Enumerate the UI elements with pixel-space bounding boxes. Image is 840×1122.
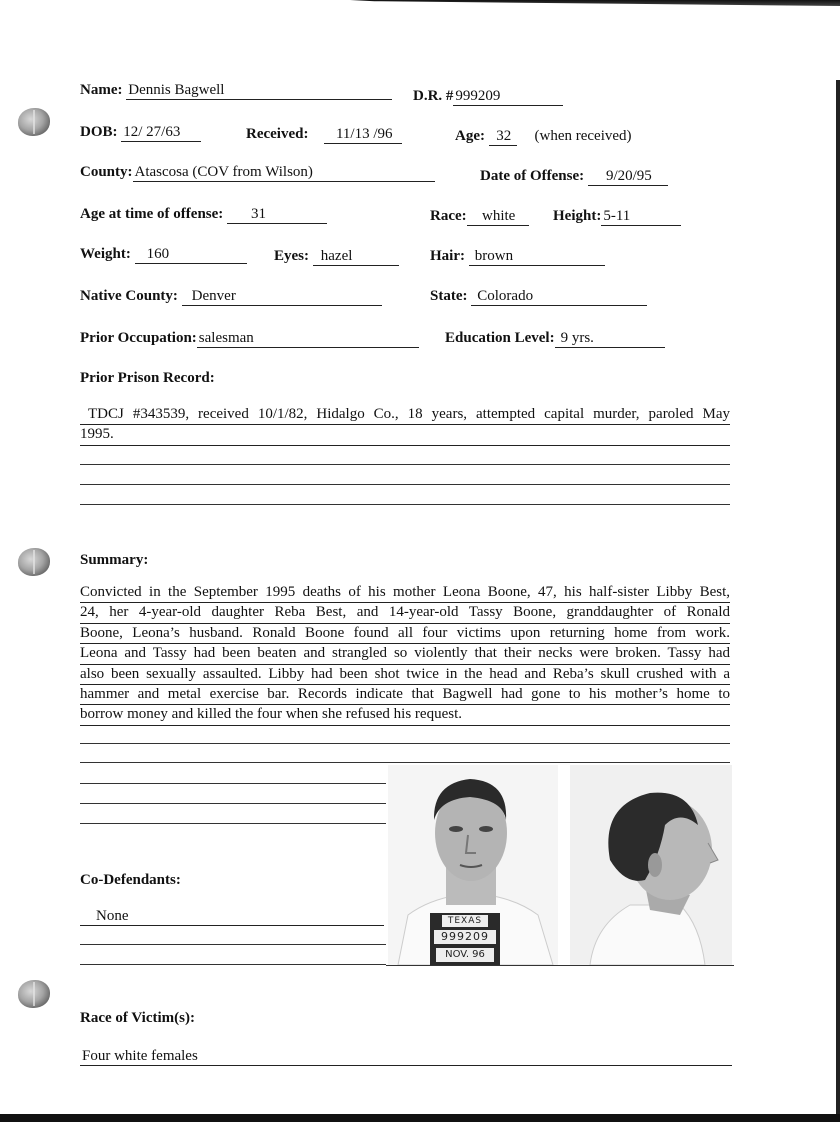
race-of-victims-value: Four white females xyxy=(80,1048,732,1066)
scan-edge-right xyxy=(836,80,840,1120)
received-field xyxy=(246,124,402,144)
scan-edge-top xyxy=(350,0,840,6)
education-value: 9 yrs. xyxy=(555,330,665,348)
mugshot-front-photo xyxy=(388,765,558,965)
dr-number-value: 999209 xyxy=(453,88,563,106)
blank-line xyxy=(80,823,386,824)
name-field xyxy=(80,80,392,100)
age-value: 32 xyxy=(489,128,517,146)
blank-line xyxy=(80,944,386,945)
prior-record-text xyxy=(80,405,730,446)
dr-number-field xyxy=(413,86,563,106)
codefendants-label: Co-Defendants: xyxy=(80,872,181,888)
person-profile-icon xyxy=(570,765,732,965)
placard-state: TEXAS xyxy=(442,915,488,927)
height-value: 5-11 xyxy=(601,208,681,226)
education-label: Education Level: xyxy=(445,330,555,346)
race-of-victims-field xyxy=(80,1046,732,1066)
placard-date: NOV. 96 xyxy=(436,948,494,962)
date-of-offense-field xyxy=(480,166,668,186)
dob-field xyxy=(80,122,201,142)
punch-hole-icon xyxy=(18,548,50,576)
received-value: 11/13 /96 xyxy=(324,126,402,144)
weight-label: Weight: xyxy=(80,246,131,262)
dr-label: D.R. # xyxy=(413,88,454,104)
weight-field xyxy=(80,244,247,264)
summary-line: borrow money and killed the four when she refused his request. xyxy=(80,705,730,725)
hair-value: brown xyxy=(469,248,605,266)
received-label: Received: xyxy=(246,126,309,142)
race-field xyxy=(430,206,529,226)
summary-line: Leona and Tassy had been beaten and strangled so violently that their necks were broken. Tassy had xyxy=(80,644,730,664)
eyes-label: Eyes: xyxy=(274,248,309,264)
summary-label: Summary: xyxy=(80,552,149,568)
summary-line: hammer and metal exercise bar. Records indicate that Bagwell had gone to his mother’s home to xyxy=(80,685,730,705)
education-field xyxy=(445,328,665,348)
height-label: Height: xyxy=(553,208,602,224)
punch-hole-icon xyxy=(18,980,50,1008)
name-label: Name: xyxy=(80,82,123,98)
blank-line xyxy=(80,803,386,804)
native-county-value: Denver xyxy=(182,288,382,306)
prior-record-label: Prior Prison Record: xyxy=(80,370,215,386)
summary-line: also been sexually assaulted. Libby had been shot twice in the head and Reba’s skull crushed with a xyxy=(80,665,730,685)
summary-line: Boone, Leona’s husband. Ronald Boone found all four victims upon returning home from work. xyxy=(80,624,730,644)
state-value: Colorado xyxy=(471,288,647,306)
prior-occupation-field xyxy=(80,328,419,348)
codefendants-field xyxy=(80,906,384,926)
hair-label: Hair: xyxy=(430,248,465,264)
blank-line xyxy=(80,783,386,784)
height-field xyxy=(553,206,681,226)
summary-line: Convicted in the September 1995 deaths of his mother Leona Boone, 47, his half-sister Libby Best, xyxy=(80,583,730,603)
state-field xyxy=(430,286,647,306)
blank-line xyxy=(80,964,386,965)
age-field xyxy=(455,126,632,146)
race-of-victims-label: Race of Victim(s): xyxy=(80,1010,195,1026)
blank-line xyxy=(80,464,730,465)
hair-field xyxy=(430,246,605,266)
placard-number: 999209 xyxy=(434,930,496,944)
prior-record-line: TDCJ #343539, received 10/1/82, Hidalgo Co., 18 years, attempted capital murder, paroled May xyxy=(80,405,730,425)
summary-text xyxy=(80,583,730,726)
blank-line xyxy=(80,743,730,744)
county-field xyxy=(80,162,435,182)
race-value: white xyxy=(467,208,529,226)
scan-edge-bottom xyxy=(0,1114,840,1122)
date-of-offense-label: Date of Offense: xyxy=(480,168,585,184)
id-placard xyxy=(430,913,500,965)
age-at-offense-value: 31 xyxy=(227,206,327,224)
date-of-offense-value: 9/20/95 xyxy=(588,168,668,186)
punch-hole-icon xyxy=(18,108,50,136)
prior-occupation-label: Prior Occupation: xyxy=(80,330,197,346)
prior-record-line: 1995. xyxy=(80,425,730,445)
state-label: State: xyxy=(430,288,468,304)
age-note: (when received) xyxy=(534,128,632,144)
prior-occupation-value: salesman xyxy=(197,330,419,348)
race-label: Race: xyxy=(430,208,467,224)
weight-value: 160 xyxy=(135,246,247,264)
native-county-label: Native County: xyxy=(80,288,178,304)
blank-line xyxy=(80,762,730,763)
age-at-offense-field xyxy=(80,204,327,224)
mugshot-profile-photo xyxy=(570,765,732,965)
blank-line xyxy=(80,484,730,485)
dob-label: DOB: xyxy=(80,124,118,140)
eyes-field xyxy=(274,246,399,266)
age-label: Age: xyxy=(455,128,485,144)
name-value: Dennis Bagwell xyxy=(126,82,392,100)
county-value: Atascosa (COV from Wilson) xyxy=(133,164,435,182)
native-county-field xyxy=(80,286,382,306)
county-label: County: xyxy=(80,164,133,180)
age-at-offense-label: Age at time of offense: xyxy=(80,206,224,222)
summary-line: 24, her 4-year-old daughter Reba Best, and 14-year-old Tassy Boone, granddaughter of Ronald xyxy=(80,603,730,623)
blank-line xyxy=(80,504,730,505)
dob-value: 12/ 27/63 xyxy=(121,124,201,142)
eyes-value: hazel xyxy=(313,248,399,266)
photo-border-bottom xyxy=(386,965,734,966)
codefendants-value: None xyxy=(80,908,384,926)
